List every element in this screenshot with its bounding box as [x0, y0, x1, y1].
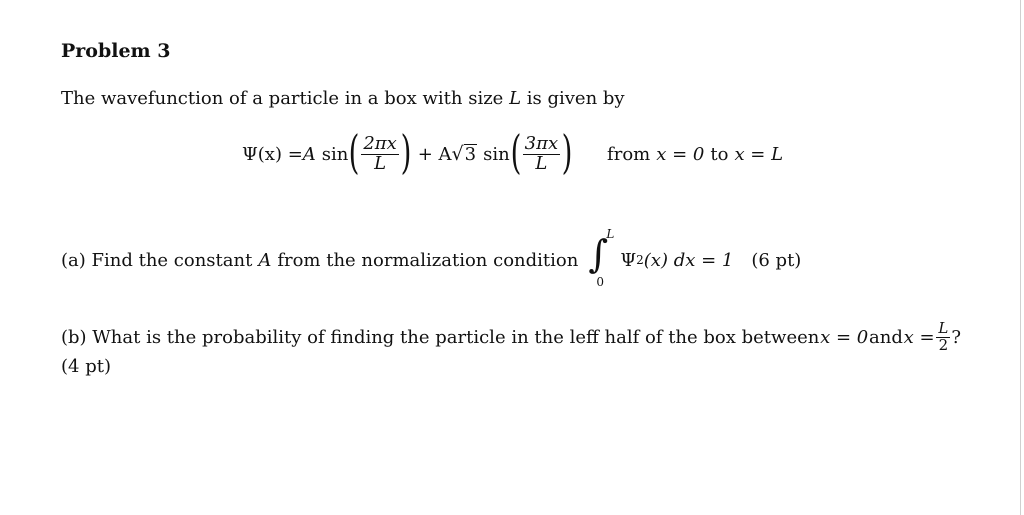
range-to: to: [710, 143, 729, 165]
fraction-2: [523, 132, 560, 174]
part-a-text-after: from the normalization condition: [277, 249, 579, 271]
intro-text-after: is given by: [526, 88, 625, 109]
part-b-text: (b) What is the probability of finding the particle in the leff half of the box between: [61, 326, 820, 348]
equation-sin-2: sin: [483, 143, 510, 165]
fraction-1: [361, 132, 398, 174]
range-end: x = L: [734, 143, 784, 165]
fraction-1-denominator: L: [374, 152, 387, 174]
problem-title: Problem 3: [61, 40, 171, 62]
part-a-points: (6 pt): [751, 249, 802, 271]
fraction-2-denominator: L: [535, 152, 548, 174]
integral-symbol: ∫ L 0: [588, 227, 615, 289]
equation-plus-A: + A: [417, 143, 452, 165]
intro-text-before: The wavefunction of a particle in a box with size: [61, 88, 504, 109]
part-b: [61, 318, 961, 377]
fraction-1-numerator: 2πx: [363, 132, 397, 154]
equation-sin-1: sin: [321, 143, 349, 165]
part-a: (a) Find the constant A from the normalization condition ∫ L 0 Ψ 2 (x) dx = 1 (6 pt): [61, 227, 802, 289]
part-b-points: (4 pt): [61, 356, 111, 377]
integral-upper-limit: L: [606, 227, 615, 241]
half-fraction-denominator: 2: [938, 335, 949, 354]
part-b-and: and: [869, 326, 903, 348]
range-start: x = 0: [656, 143, 705, 165]
intro-var-L: L: [509, 88, 522, 109]
integral-lower-limit: 0: [596, 275, 604, 289]
part-b-cond-1: x = 0: [820, 326, 869, 348]
fraction-2-numerator: 3πx: [524, 132, 559, 154]
half-fraction: [936, 318, 950, 354]
wavefunction-equation: [242, 124, 802, 184]
part-b-cond-2: x =: [903, 326, 935, 348]
left-paren-2: (: [510, 125, 522, 179]
part-a-text-before: (a) Find the constant: [61, 249, 253, 271]
left-paren-1: (: [348, 125, 360, 179]
right-paren-2: ): [561, 125, 573, 179]
sqrt-radicand: 3: [464, 143, 477, 165]
sqrt-symbol: √: [451, 143, 464, 165]
equation-coef-A: A: [302, 143, 316, 165]
part-b-line-1: [61, 318, 961, 356]
page-border: [1020, 0, 1021, 515]
equation-lhs: Ψ(x) =: [242, 143, 303, 165]
range-from: from: [607, 143, 651, 165]
integrand-rest: (x) dx = 1: [643, 249, 734, 271]
right-paren-1: ): [400, 125, 412, 179]
intro-text: [61, 88, 625, 109]
part-a-var-A: A: [258, 249, 272, 271]
integrand-base: Ψ: [620, 249, 637, 271]
half-fraction-numerator: L: [938, 318, 949, 337]
part-b-question-mark: ?: [951, 326, 961, 348]
